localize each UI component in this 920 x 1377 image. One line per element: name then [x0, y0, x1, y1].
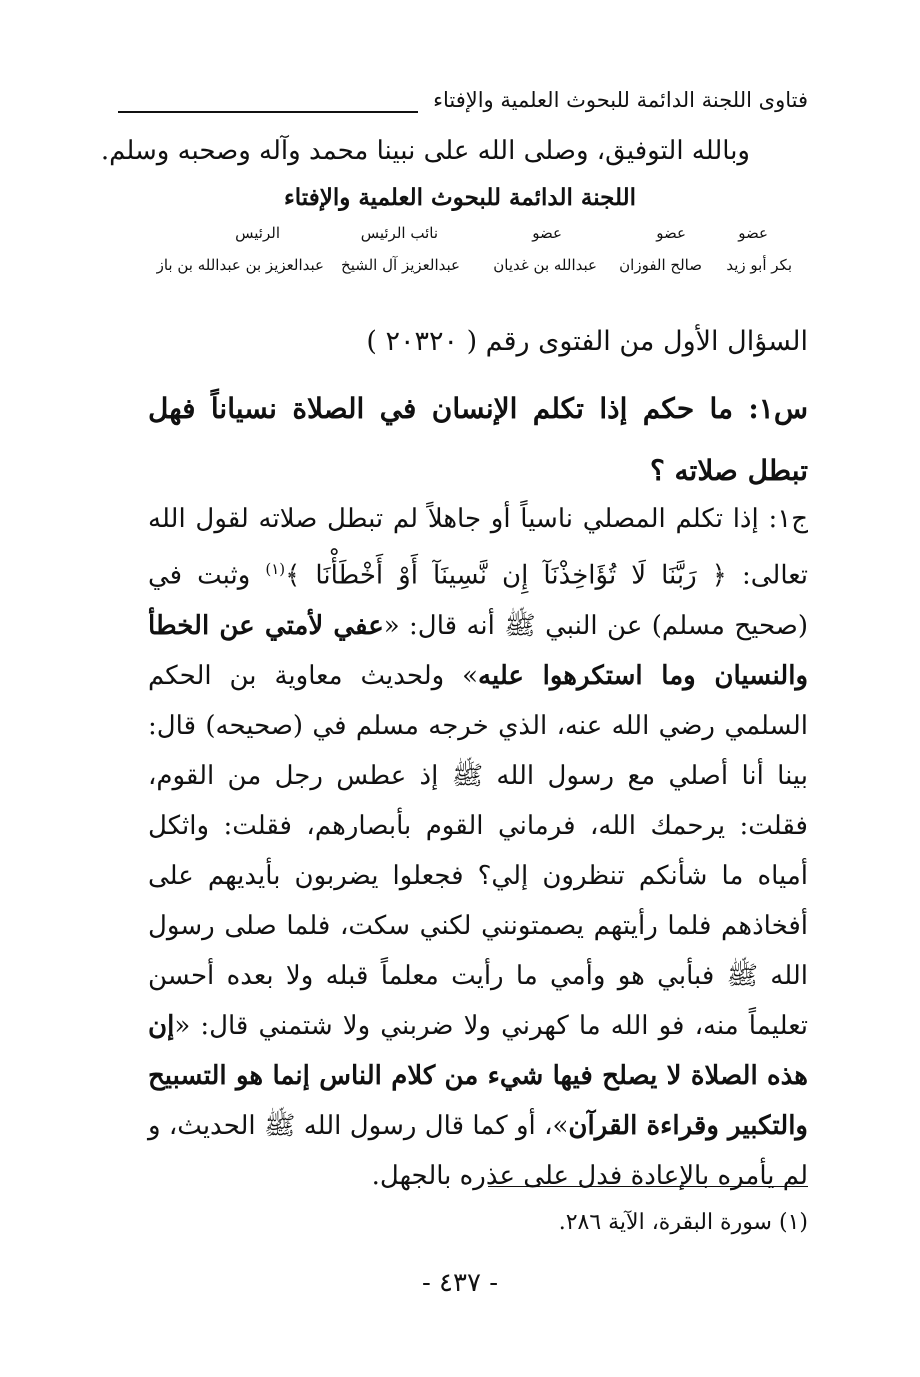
footnote-marker: (١) — [265, 560, 286, 578]
signatory-title: عضو — [656, 224, 686, 242]
signatory-title: نائب الرئيس — [360, 224, 438, 242]
hadith-quote: عفي لأمتي عن الخطأ والنسيان وما استكرهوا عليه — [148, 610, 808, 691]
signatory-name: عبدالعزيز آل الشيخ — [341, 256, 460, 274]
answer-text — [148, 494, 808, 1201]
header-rule — [118, 111, 418, 113]
signatory-name: عبدالله بن غديان — [493, 256, 597, 274]
signatory-title: الرئيس — [235, 224, 280, 242]
answer-part: وثبت في (صحيح مسلم) عن النبي ﷺ أنه قال: « — [148, 560, 808, 641]
signatory-title: عضو — [532, 224, 562, 242]
question-text: س١: ما حكم إذا تكلم الإنسان في الصلاة نسياناً فهل تبطل صلاته ؟ — [148, 392, 808, 487]
signatory-name: عبدالعزيز بن عبدالله بن باز — [156, 256, 324, 274]
page-number: - ٤٣٧ - — [421, 1268, 499, 1298]
committee-name: اللجنة الدائمة للبحوث العلمية والإفتاء — [283, 184, 637, 211]
running-header — [118, 88, 808, 122]
hadith-quote: إن هذه الصلاة لا يصلح فيها شيء من كلام الناس إنما هو التسبيح والتكبير وقراءة القرآن — [148, 1010, 808, 1141]
answer-part: » ولحديث معاوية بن الحكم السلمي رضي الله عنه، الذي خرجه مسلم في (صحيحه) قال: بينا أنا أصلي مع رسول الله ﷺ إذ عطس رجل من القوم، فقلت: يرحمك الله، فرماني القوم بأبصارهم، فقلت: واثكل أمياه ما شأنكم تنظرون إلي؟ فجعلوا يضربون بأيديهم على أفخاذهم فلما رأيتهم يصمتونني لكني سكت، فلما صلى رسول الله ﷺ فبأبي هو وأمي ما رأيت معلماً قبله ولا بعده أحسن تعليماً منه، فو الله ما كهرني ولا ضربني ولا شتمني قال: « — [148, 660, 808, 1041]
answer-part: ج١: إذا تكلم المصلي ناسياً أو جاهلاً لم تبطل صلاته لقول الله تعالى: ﴿ رَبَّنَا لَا تُؤَاخِذْنَآ إِن نَّسِينَآ أَوْ أَخْطَأْنَا ﴾ — [148, 504, 809, 591]
signatory-name: صالح الفوزان — [619, 256, 702, 274]
answer-part: »، أو كما قال رسول الله ﷺ الحديث، و لم يأمره بالإعادة فدل على عذره بالجهل. — [148, 1110, 808, 1191]
question-reference: السؤال الأول من الفتوى رقم ( ٢٠٣٢٠ ) — [366, 326, 808, 357]
signatory-title: عضو — [738, 224, 768, 242]
footnote: (١) سورة البقرة، الآية ٢٨٦. — [558, 1210, 808, 1235]
signatory-name: بكر أبو زيد — [726, 256, 792, 274]
running-header-title: فتاوى اللجنة الدائمة للبحوث العلمية والإفتاء — [433, 88, 808, 112]
footnote-rule — [488, 1186, 808, 1187]
closing-line: وبالله التوفيق، وصلى الله على نبينا محمد وآله وصحبه وسلم. — [100, 136, 750, 166]
